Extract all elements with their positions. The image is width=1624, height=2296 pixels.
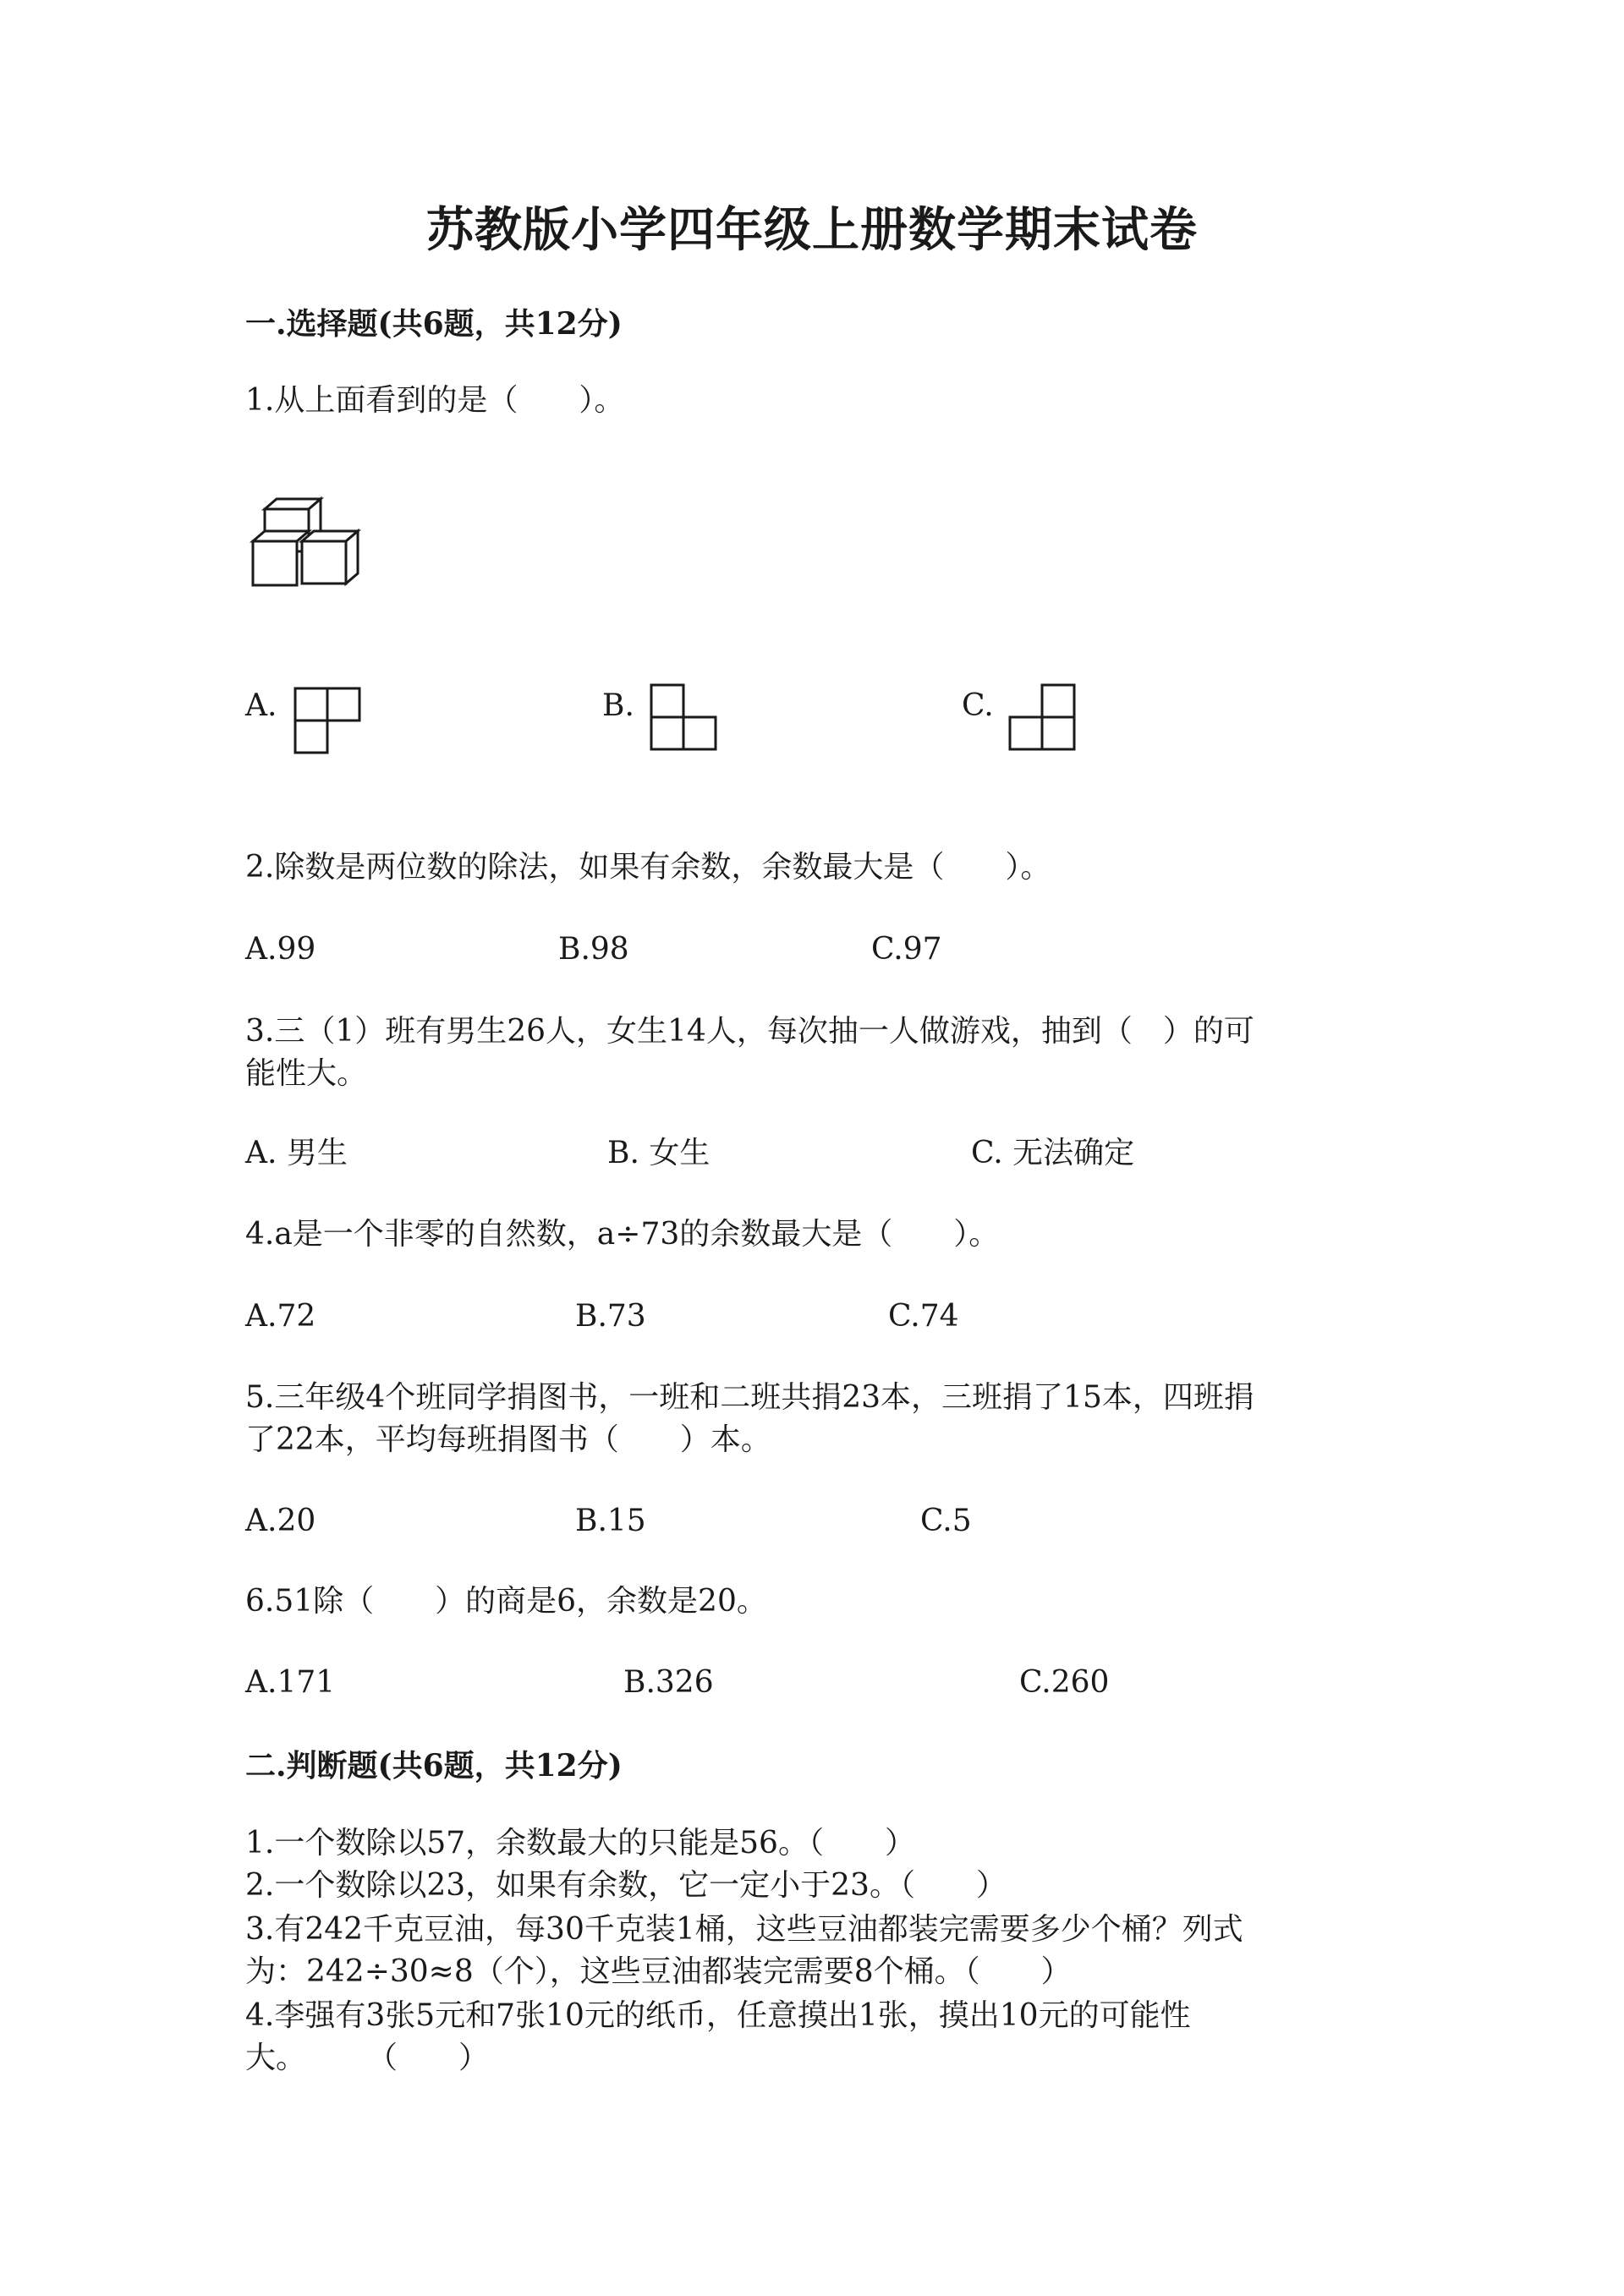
question-5-line-1: 5.三年级4个班同学捐图书，一班和二班共捐23本，三班捐了15本，四班捐 <box>245 1380 1254 1415</box>
section-heading-choice: 一.选择题(共6题，共12分) <box>245 306 623 342</box>
judgement-item-1: 1.一个数除以57，余数最大的只能是56。（ ） <box>245 1826 915 1860</box>
judgement-item-3-line-1: 3.有242千克豆油，每30千克装1桶，这些豆油都装完需要多少个桶？列式 <box>245 1912 1243 1947</box>
page-title: 苏教版小学四年级上册数学期末试卷 <box>426 202 1198 258</box>
question-2-text: 2.除数是两位数的除法，如果有余数，余数最大是（ ）。 <box>245 850 1051 885</box>
question-1-text: 1.从上面看到的是（ ）。 <box>245 383 625 418</box>
question-5-line-2: 了22本，平均每班捐图书（ ）本。 <box>245 1422 771 1457</box>
q5-option-a: A.20 <box>245 1504 316 1538</box>
q2-option-b: B.98 <box>558 932 629 967</box>
question-3-line-1: 3.三（1）班有男生26人，女生14人，每次抽一人做游戏，抽到（ ）的可 <box>245 1014 1254 1049</box>
q4-option-a: A.72 <box>245 1299 316 1334</box>
judgement-item-2: 2.一个数除以23，如果有余数，它一定小于23。（ ） <box>245 1868 1007 1903</box>
q6-option-a: A.171 <box>245 1665 336 1700</box>
q1-option-b-figure <box>650 683 717 751</box>
q1-option-c-figure <box>1008 683 1076 751</box>
q3-option-c: C. 无法确定 <box>971 1136 1135 1170</box>
q6-option-b: B.326 <box>623 1665 714 1700</box>
q2-option-c: C.97 <box>871 932 942 967</box>
q1-option-c-label: C. <box>962 688 994 723</box>
q3-option-a: A. 男生 <box>245 1136 348 1170</box>
q1-option-a-label: A. <box>245 688 277 723</box>
q2-option-a: A.99 <box>245 932 316 967</box>
judgement-item-4-line-2: 大。 （ ） <box>245 2041 490 2075</box>
q3-option-b: B. 女生 <box>607 1136 710 1170</box>
q5-option-b: B.15 <box>575 1504 646 1538</box>
question-6-text: 6.51除（ ）的商是6，余数是20。 <box>245 1584 767 1619</box>
judgement-item-3-line-2: 为：242÷30≈8（个），这些豆油都装完需要8个桶。（ ） <box>245 1954 1072 1989</box>
cube-figure <box>250 497 368 589</box>
question-4-text: 4.a是一个非零的自然数，a÷73的余数最大是（ ）。 <box>245 1217 1000 1252</box>
question-3-line-2: 能性大。 <box>245 1056 368 1091</box>
q6-option-c: C.260 <box>1019 1665 1110 1700</box>
q1-option-b-label: B. <box>602 688 634 723</box>
q4-option-c: C.74 <box>888 1299 959 1334</box>
q1-option-a-figure <box>294 687 361 754</box>
q4-option-b: B.73 <box>575 1299 646 1334</box>
q5-option-c: C.5 <box>920 1504 972 1538</box>
section-heading-judgement: 二.判断题(共6题，共12分) <box>245 1748 623 1784</box>
judgement-item-4-line-1: 4.李强有3张5元和7张10元的纸币，任意摸出1张，摸出10元的可能性 <box>245 1998 1191 2033</box>
